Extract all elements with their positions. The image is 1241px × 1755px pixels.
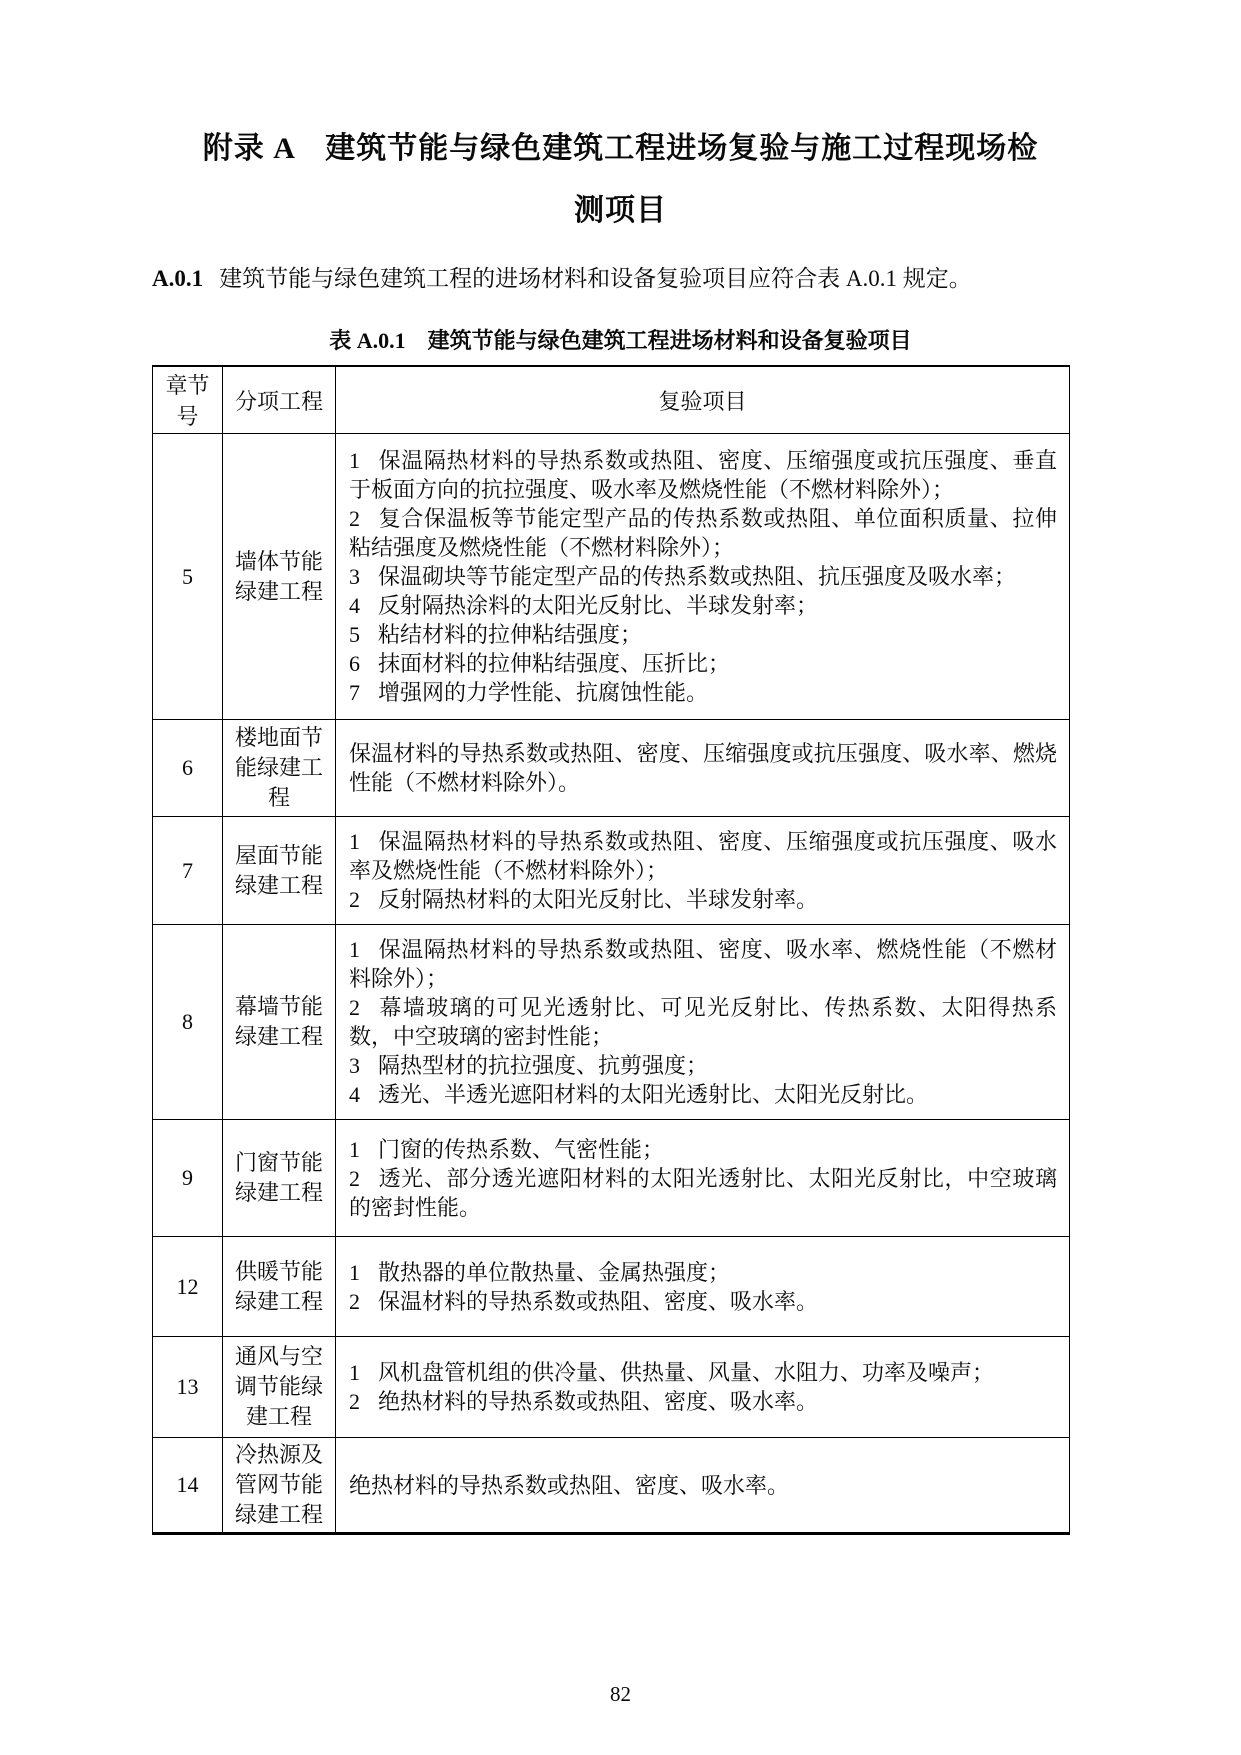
chapter-number-cell: 13	[153, 1337, 223, 1438]
review-item	[349, 1051, 1057, 1080]
table-header-chapter: 章节号	[153, 366, 223, 434]
review-item-number: 1	[349, 937, 360, 962]
table-row	[153, 817, 1070, 925]
table-row	[153, 434, 1070, 720]
table-row	[153, 1337, 1070, 1438]
review-items-cell	[336, 1120, 1070, 1237]
page-title-line1: 附录 A 建筑节能与绿色建筑工程进场复验与施工过程现场检	[202, 132, 1039, 165]
review-item	[349, 1164, 1057, 1222]
review-item-text: 保温隔热材料的导热系数或热阻、密度、压缩强度或抗压强度、垂直于板面方向的抗拉强度、吸水率及燃烧性能（不燃材料除外）；	[349, 448, 1057, 502]
table-header-project: 分项工程	[223, 366, 336, 434]
review-item	[349, 620, 1057, 649]
review-item-number: 4	[349, 593, 360, 618]
review-item	[349, 1258, 1057, 1287]
review-item-number: 1	[349, 1360, 360, 1385]
review-item	[349, 1387, 1057, 1416]
clause-label: A.0.1	[152, 266, 204, 291]
table-header	[153, 366, 1070, 434]
table-header-row	[153, 366, 1070, 434]
table-row	[153, 925, 1070, 1120]
chapter-number-cell: 12	[153, 1237, 223, 1337]
review-item-number: 4	[349, 1082, 360, 1107]
review-item	[349, 446, 1057, 504]
review-item-number: 2	[349, 506, 360, 531]
review-item-number: 1	[349, 829, 360, 854]
clause-paragraph	[152, 244, 1089, 314]
review-item-number: 1	[349, 1136, 360, 1162]
review-item-text: 门窗的传热系数、气密性能；	[378, 1136, 665, 1162]
table-caption: 表 A.0.1 建筑节能与绿色建筑工程进场材料和设备复验项目	[329, 328, 912, 353]
review-item-text: 绝热材料的导热系数或热阻、密度、吸水率。	[378, 1389, 819, 1414]
review-item-number: 2	[349, 1389, 360, 1414]
sub-project-cell: 门窗节能绿建工程	[223, 1120, 336, 1237]
review-item	[349, 649, 1057, 678]
review-item-text: 反射隔热材料的太阳光反射比、半球发射率。	[378, 887, 819, 912]
review-item	[349, 1287, 1057, 1316]
review-items-cell	[336, 720, 1070, 817]
review-item-text: 绝热材料的导热系数或热阻、密度、吸水率。	[349, 1472, 790, 1498]
sub-project-cell: 楼地面节能绿建工程	[223, 720, 336, 817]
table-row	[153, 1120, 1070, 1237]
review-item-number: 2	[349, 995, 360, 1020]
review-item-text: 保温隔热材料的导热系数或热阻、密度、吸水率、燃烧性能（不燃材料除外）；	[349, 937, 1057, 991]
review-items-cell	[336, 925, 1070, 1120]
page-title	[0, 0, 1241, 242]
chapter-number-cell: 9	[153, 1120, 223, 1237]
review-item	[349, 885, 1057, 914]
review-item-number: 1	[349, 448, 360, 473]
review-item-text: 隔热型材的抗拉强度、抗剪强度；	[378, 1053, 709, 1078]
review-item-text: 透光、部分透光遮阳材料的太阳光透射比、太阳光反射比，中空玻璃的密封性能。	[349, 1165, 1057, 1220]
review-items-cell	[336, 817, 1070, 925]
review-item-text: 复合保温板等节能定型产品的传热系数或热阻、单位面积质量、拉伸粘结强度及燃烧性能（不燃材料除外）；	[349, 506, 1057, 560]
table-row	[153, 720, 1070, 817]
page-title-line2: 测项目	[574, 194, 667, 227]
review-item	[349, 678, 1057, 707]
review-item-text: 反射隔热涂料的太阳光反射比、半球发射率；	[378, 593, 819, 618]
review-item	[349, 739, 1057, 797]
review-item	[349, 993, 1057, 1051]
review-item	[349, 504, 1057, 562]
sub-project-cell: 冷热源及管网节能绿建工程	[223, 1438, 336, 1534]
review-item	[349, 1080, 1057, 1109]
review-item-text: 保温材料的导热系数或热阻、密度、压缩强度或抗压强度、吸水率、燃烧性能（不燃材料除外）。	[349, 741, 1057, 795]
review-item-number: 3	[349, 1053, 360, 1078]
review-item	[349, 827, 1057, 885]
review-item	[349, 1135, 1057, 1164]
clause-text: 建筑节能与绿色建筑工程的进场材料和设备复验项目应符合表 A.0.1 规定。	[219, 266, 972, 291]
review-item-text: 粘结材料的拉伸粘结强度；	[378, 622, 643, 647]
review-item-text: 风机盘管机组的供冷量、供热量、风量、水阻力、功率及噪声；	[378, 1360, 995, 1385]
sub-project-cell: 供暖节能绿建工程	[223, 1237, 336, 1337]
review-item-number: 5	[349, 622, 360, 647]
review-item	[349, 591, 1057, 620]
review-item-number: 2	[349, 887, 360, 912]
table-row	[153, 1438, 1070, 1534]
review-item-number: 6	[349, 651, 360, 676]
review-items-cell	[336, 1337, 1070, 1438]
chapter-number-cell: 8	[153, 925, 223, 1120]
sub-project-cell: 通风与空调节能绿建工程	[223, 1337, 336, 1438]
review-items-cell	[336, 1438, 1070, 1534]
review-item-number: 2	[349, 1165, 360, 1191]
review-item-text: 保温材料的导热系数或热阻、密度、吸水率。	[378, 1288, 819, 1314]
review-items-cell	[336, 1237, 1070, 1337]
review-item-text: 透光、半透光遮阳材料的太阳光透射比、太阳光反射比。	[378, 1082, 929, 1107]
review-item-text: 幕墙玻璃的可见光透射比、可见光反射比、传热系数、太阳得热系数，中空玻璃的密封性能；	[349, 995, 1057, 1049]
review-item-text: 增强网的力学性能、抗腐蚀性能。	[378, 680, 709, 705]
table-header-items: 复验项目	[336, 366, 1070, 434]
review-item-number: 7	[349, 680, 360, 705]
chapter-number-cell: 14	[153, 1438, 223, 1534]
review-item-text: 散热器的单位散热量、金属热强度；	[378, 1259, 731, 1285]
review-item-text: 保温隔热材料的导热系数或热阻、密度、压缩强度或抗压强度、吸水率及燃烧性能（不燃材料除外）；	[349, 829, 1057, 883]
page-number: 82	[610, 1682, 631, 1706]
sub-project-cell: 墙体节能绿建工程	[223, 434, 336, 720]
review-item	[349, 1471, 1057, 1500]
table-row	[153, 1237, 1070, 1337]
sub-project-cell: 幕墙节能绿建工程	[223, 925, 336, 1120]
review-item-text: 抹面材料的拉伸粘结强度、压折比；	[378, 651, 731, 676]
sub-project-cell: 屋面节能绿建工程	[223, 817, 336, 925]
table-body	[153, 434, 1070, 1534]
review-item	[349, 935, 1057, 993]
chapter-number-cell: 6	[153, 720, 223, 817]
review-item-number: 3	[349, 564, 360, 589]
review-items-cell	[336, 434, 1070, 720]
review-item	[349, 562, 1057, 591]
chapter-number-cell: 5	[153, 434, 223, 720]
review-item-number: 2	[349, 1288, 360, 1314]
review-items-table	[152, 365, 1070, 1535]
chapter-number-cell: 7	[153, 817, 223, 925]
review-item	[349, 1358, 1057, 1387]
review-item-text: 保温砌块等节能定型产品的传热系数或热阻、抗压强度及吸水率；	[378, 564, 1017, 589]
review-item-number: 1	[349, 1259, 360, 1285]
